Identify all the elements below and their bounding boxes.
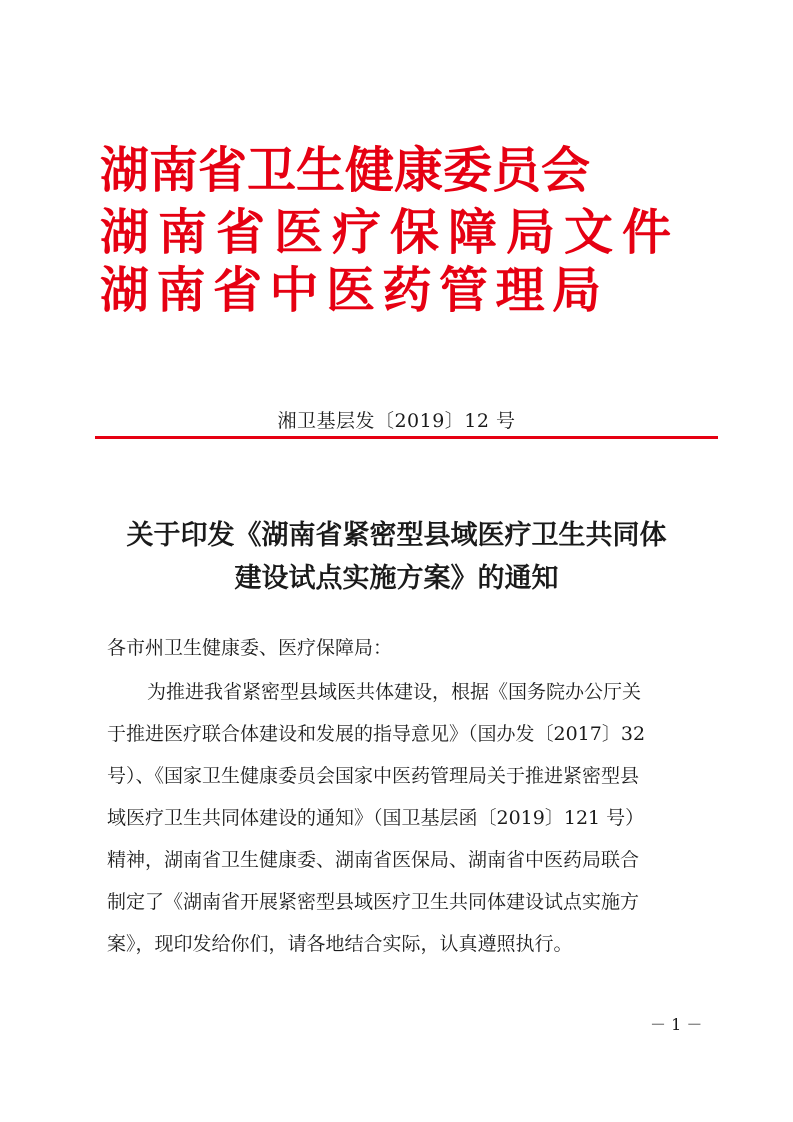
body-paragraph-line: 域医疗卫生共同体建设的通知》（国卫基层函〔2019〕121 号） [107,807,645,829]
document-title-line-2: 建设试点实施方案》的通知 [234,563,559,594]
body-paragraph-line: 制定了《湖南省开展紧密型县域医疗卫生共同体建设试点实施方 [107,891,640,913]
page-number: － 1 － [650,1015,703,1034]
red-divider-rule [95,436,718,439]
issuer-line-medical-security-bureau: 湖南省医疗保障局文件 [100,203,681,261]
issuer-line-health-commission: 湖南省卫生健康委员会 [100,141,591,199]
document-number: 湘卫基层发〔2019〕12 号 [277,410,516,432]
issuer-line-tcm-administration: 湖南省中医药管理局 [100,261,609,319]
document-title-line-1: 关于印发《湖南省紧密型县域医疗卫生共同体 [126,520,667,551]
body-paragraph-line: 号）、《国家卫生健康委员会国家中医药管理局关于推进紧密型县 [107,765,640,787]
body-paragraph-line: 于推进医疗联合体建设和发展的指导意见》（国办发〔2017〕32 [107,723,646,745]
body-paragraph-line: 为推进我省紧密型县域医共体建设，根据《国务院办公厅关 [147,681,642,703]
body-paragraph-line: 案》，现印发给你们，请各地结合实际，认真遵照执行。 [107,933,573,955]
recipients-line: 各市州卫生健康委、医疗保障局： [107,637,393,659]
body-paragraph-line: 精神，湖南省卫生健康委、湖南省医保局、湖南省中医药局联合 [107,849,640,871]
